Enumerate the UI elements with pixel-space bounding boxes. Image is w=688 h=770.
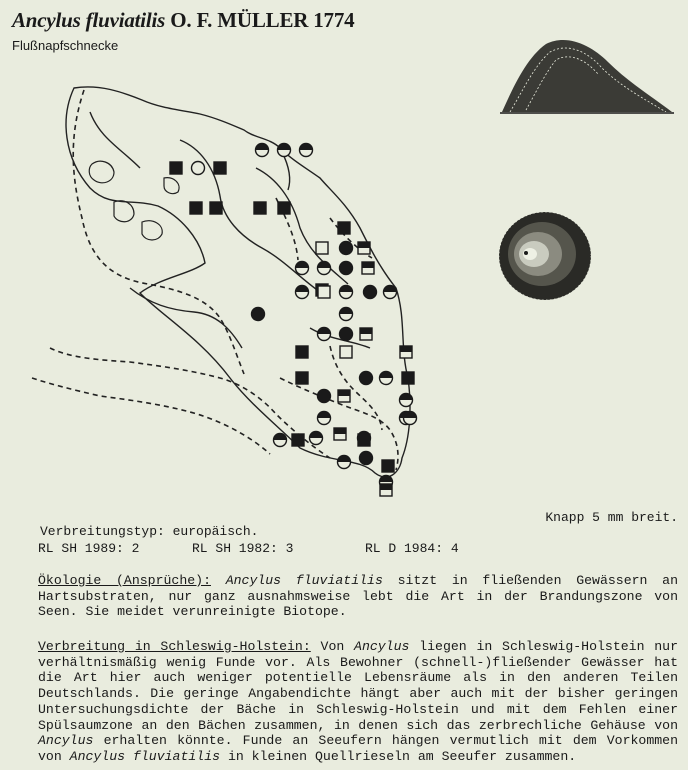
map-record-square-full: [382, 460, 394, 472]
map-record-circle-half: [318, 412, 331, 425]
shell-illustrations: [490, 30, 680, 300]
map-record-circle-half: [318, 262, 331, 275]
map-record-circle-half: [300, 144, 313, 157]
map-record-square-half: [360, 328, 372, 340]
map-record-circle-empty: [192, 162, 205, 175]
map-record-square-full: [296, 372, 308, 384]
map-record-circle-half: [274, 434, 287, 447]
red-list-sh-1982: RL SH 1982: 3: [192, 541, 294, 556]
map-record-circle-half: [340, 308, 353, 321]
taxon-name: Ancylus fluviatilis: [69, 748, 221, 764]
map-record-square-full: [296, 346, 308, 358]
map-record-circle-full: [360, 372, 373, 385]
map-record-circle-full: [364, 286, 377, 299]
map-record-circle-half: [296, 262, 309, 275]
red-list-d-1984: RL D 1984: 4: [365, 541, 459, 556]
map-coastline: [66, 87, 410, 477]
map-record-square-half: [400, 346, 412, 358]
map-lake: [164, 178, 179, 194]
distribution-paragraph: Verbreitung in Schleswig-Holstein: Von Ancylus liegen in Schleswig-Holstein nur verhältnismäßig wenig Funde vor. Als Bewohner (schnell-)fließender Gewässer hat die Art hier auch weniger potentielle Lebensräume als in den anderen Teilen Deutschlands. Die geringe Angabendichte hängt aber auch mit der bisher geringen Untersuchungsdichte der Bäche in Schleswig-Holstein und mit dem Fehlen einer Spülsaumzone an den Bächen zusammen, in denen sich das zerbrechliche Gehäuse von Ancylus erhalten könnte. Funde an Seeufern hängen vermutlich mit dem Vorkommen von Ancylus fluviatilis in kleinen Quellrieseln am Seeufer zusammen.: [38, 639, 678, 764]
map-record-circle-half: [340, 286, 353, 299]
map-record-square-full: [402, 372, 414, 384]
red-list-sh-1989: RL SH 1989: 2: [38, 541, 140, 556]
map-record-circle-full: [340, 242, 353, 255]
map-record-square-full: [210, 202, 222, 214]
map-record-circle-half: [400, 394, 413, 407]
map-record-square-full: [292, 434, 304, 446]
map-record-square-empty: [318, 286, 330, 298]
map-lake: [89, 161, 114, 183]
map-record-square-full: [358, 434, 370, 446]
map-record-square-empty: [340, 346, 352, 358]
shell-top-view: [499, 212, 591, 300]
map-dashed-border: [73, 90, 244, 374]
map-record-square-empty: [316, 242, 328, 254]
map-record-circle-half: [404, 412, 417, 425]
map-dashed-border: [50, 348, 330, 458]
map-record-circle-full: [360, 452, 373, 465]
map-record-circle-half: [310, 432, 323, 445]
distribution-map: [30, 78, 430, 498]
map-record-circle-full: [318, 390, 331, 403]
taxon-name: Ancylus fluviatilis: [225, 573, 383, 588]
map-record-circle-half: [384, 286, 397, 299]
map-record-circle-half: [278, 144, 291, 157]
map-record-square-half: [362, 262, 374, 274]
species-author: O. F. MÜLLER 1774: [170, 8, 355, 32]
map-record-square-full: [214, 162, 226, 174]
map-record-circle-half: [296, 286, 309, 299]
species-name: Ancylus fluviatilis: [12, 8, 166, 32]
map-dashed-border: [32, 378, 270, 454]
common-name: Flußnapfschnecke: [12, 38, 119, 53]
map-record-circle-half: [318, 328, 331, 341]
map-record-square-half: [358, 242, 370, 254]
ecology-paragraph: Ökologie (Ansprüche): Ancylus fluviatilis sitzt in fließenden Gewässern an Hartsubstraten, nur ganz ausnahmsweise lebt die Art in der Brandungszone von Seen. Sie meidet verunreinigte Biotope.: [38, 573, 678, 620]
map-lake: [114, 201, 134, 222]
taxon-name: Ancylus: [38, 733, 94, 749]
map-record-square-half: [338, 390, 350, 402]
map-record-circle-half: [338, 456, 351, 469]
distribution-heading: Verbreitung in Schleswig-Holstein:: [38, 639, 311, 654]
map-record-circle-full: [252, 308, 265, 321]
map-record-square-half: [334, 428, 346, 440]
map-lake: [142, 221, 162, 240]
map-record-square-full: [338, 222, 350, 234]
map-record-square-full: [278, 202, 290, 214]
species-title: [12, 8, 354, 33]
map-record-circle-full: [340, 328, 353, 341]
distribution-type: Verbreitungstyp: europäisch.: [40, 524, 259, 539]
map-record-square-full: [254, 202, 266, 214]
size-note: Knapp 5 mm breit.: [545, 510, 678, 525]
taxon-name: Ancylus: [354, 639, 410, 654]
map-record-square-half: [380, 484, 392, 496]
map-record-circle-half: [380, 372, 393, 385]
ecology-heading: Ökologie (Ansprüche):: [38, 573, 211, 588]
shell-side-view: [500, 40, 674, 113]
map-record-circle-half: [256, 144, 269, 157]
map-record-square-full: [190, 202, 202, 214]
map-record-circle-full: [340, 262, 353, 275]
map-record-square-full: [170, 162, 182, 174]
